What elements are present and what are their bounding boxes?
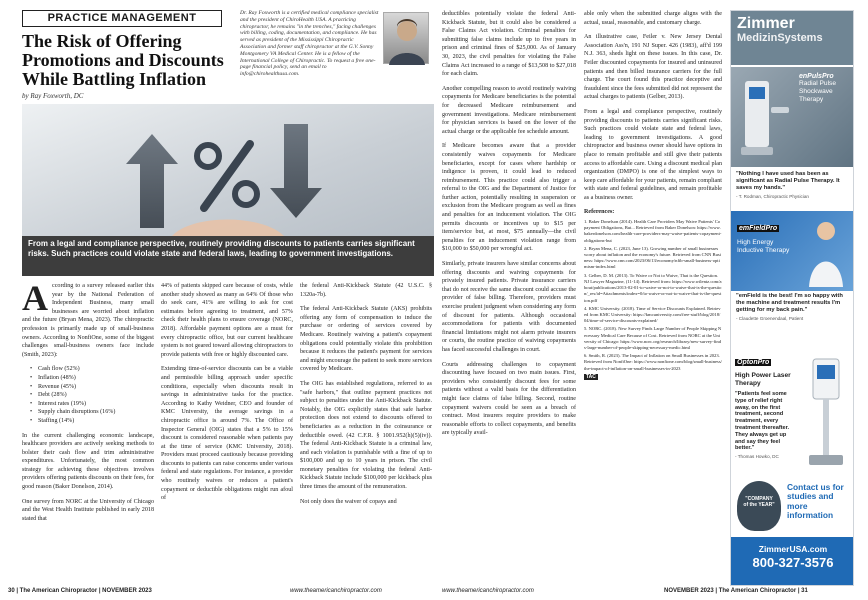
product-tagline: High Power Laser Therapy — [735, 372, 791, 387]
product-name: enPulsPro — [799, 73, 834, 80]
paragraph: deductibles potentially violate the federal Anti-Kickback Statute, but it could also be considered a False Claims Act violation. Criminal penalties for submitting false claims include up to five years in prison and criminal fines of $25,000. As of January 30, 2023, the civil penalties for violating the False Claims Act increased to a range of $13,508 to $27,018 for each claim. — [442, 11, 576, 78]
right-column-2 — [584, 10, 722, 582]
reference-item: 6. Smith, R. (2023). The Impact of Inflation on Small Businesses in 2023. Retrieved from NonfiOne: https://www.nonfione.com/blog/small-business/the-impact-of-inflation-on-small-businesses-in-2023 — [584, 353, 722, 371]
paragraph: able only when the submitted charge aligns with the actual, usual, reasonable, and customary charge. — [584, 11, 722, 26]
person-icon — [801, 217, 851, 287]
paragraph: Another compelling reason to avoid routinely waiving copayments for Medicare beneficiaries is the potential for decreased Medicare reimbursement and government investigations. Medicare reimbursement for physician services is based on the lower of the actual charge or the applicable fee schedule amount. — [442, 85, 576, 135]
ad-footer — [731, 537, 854, 586]
zimmer-advertisement[interactable] — [730, 10, 854, 586]
paragraph: From a legal and compliance perspective, routinely providing discounts to patients carries significant risks. Such practices could violate state and federal laws, leading to government investigations. A good chiropractor and business owner should have options in place to remain profitable and still give their patients access to affordable care. Using a discount medical plan organization (DMPO) is one of the simplest ways to keep care affordable for your patients, remain compliant with state and federal guidelines, and remain profitable as a business owner. — [584, 108, 722, 201]
list-item: • Revenue (45%) — [32, 383, 154, 392]
list-item: • Supply chain disruptions (16%) — [32, 408, 154, 417]
device-icon — [737, 77, 795, 161]
quote-attribution: - Thomas Howko, DC — [735, 454, 779, 460]
list-item: • Inflation (48%) — [32, 374, 154, 383]
ad-quote-block-2 — [731, 293, 854, 343]
paragraph: the federal Anti-Kickback Statute (42 U.S.C. § 1320a-7b). — [300, 283, 432, 298]
footer-page-info: 30 | The American Chiropractor | NOVEMBER 2023 — [8, 588, 152, 594]
ad-brand: Zimmer — [737, 15, 795, 32]
award-line: of the YEAR" — [743, 502, 775, 508]
list-item: • Interest rates (19%) — [32, 400, 154, 409]
list-item: • Debt (28%) — [32, 391, 154, 400]
section-tag: PRACTICE MANAGEMENT — [22, 10, 222, 27]
quote: "Patients feel some type of relief right away, on the first treatment, second treatment, every treatment thereafter. They always get up and say they feel better." — [735, 391, 790, 452]
award-badge — [737, 481, 781, 531]
intro-paragraph: ccording to a survey released earlier this year by the National Federation of Independent Business, many small businesses are worried about inflation and the future (Bryan Mena, 2023). The chiropractic profession is primarily made up of small-business owners. According to NonfiOne, some of the biggest challenges small-business owners face include (Smith, 2023): — [22, 283, 154, 358]
author-photo — [383, 12, 429, 64]
product-name: OptonPro — [737, 359, 770, 366]
right-page — [434, 0, 868, 600]
reference-item: 4. KMC University. (2018). Time of Service Discounts Explained. Retrieved from KMC University: https://kmcuniversity.com/free-stuff/blog/2018/04/time-of-service-discounts-explained/ — [584, 305, 721, 324]
drop-cap: A — [22, 282, 48, 318]
footer-page-info: NOVEMBER 2023 | The American Chiropractor | 31 — [664, 588, 808, 594]
award-line: "COMPANY — [745, 496, 773, 502]
reference-item: 2. Bryan Mena, C. (2023, June 13). Growing number of small businesses worry about inflation and the economy's future. Retrieved from CNN Business: https://www.cnn.com/2023/06/13/economy/nfib-small-business-optimism-index.html — [584, 245, 721, 270]
author-bio: Dr. Ray Foxworth is a certified medical compliance specialist and the president of ChiroHealth USA. A practicing chiropractor, he remains "in the trenches," facing challenges with billing, coding, documentation, and compliance. He has served as president of the Mississippi Chiropractic Association and former staff chiropractor at the G.V. Sonny Montgomery VA Medical Center. He is a fellow of the International College of Chiropractic. To request a free one-page financial policy, send an email to info@chirohealthusa.com. — [240, 10, 379, 78]
quote-attribution: - T. Rodman, Chiropractic Physician — [736, 194, 809, 199]
laser-device-icon — [803, 355, 849, 471]
byline: by Ray Foxworth, DC — [22, 92, 84, 100]
references-heading: References: — [584, 209, 615, 216]
paragraph: In the current challenging economic landscape, healthcare providers are actively seeking methods to bolster their cash flow and trim administrative expenditures. Unfortunately, the most common strategy for achieving these objectives involves providers offering patients discounts on their fees, for good reason (Baker Donelson, 2014). — [22, 432, 154, 491]
author-portrait-icon — [384, 13, 430, 65]
paragraph: Courts addressing challenges to copayment discounting have focused on two main issues. First, providers who consistently discount fees for some patients without a valid basis for the differentiation might face claims of false billing. Second, routine copayment waivers could be seen as a breach of contract. Most insurers require providers to make reasonable efforts to collect copayments, and benefits are typically avail- — [442, 361, 576, 437]
list-item: • Cash flow (52%) — [32, 365, 154, 374]
right-column-1 — [442, 10, 576, 582]
quote: "Nothing I have used has been as significant as Radial Pulse Therapy. It saves my hands." — [736, 171, 840, 191]
paragraph: Similarly, private insurers have similar concerns about offering discounts and waiving copayments for privately insured patients. Private insurance carriers that do not receive the same discount could accuse the provider of false billing. Therefore, providers must exercise prudent judgment when considering any form of discount for patients. Although occasional accommodations for patients with documented financial limitations might not alarm private insurers or courts, the routine practice of waiving copayments has faced successful challenges in court. — [442, 261, 576, 353]
quote: "emField is the best! I'm so happy with the machine and treatment results I'm getting for my back pain." — [736, 293, 843, 313]
ad-phone-number[interactable]: 800-327-3576 — [752, 555, 834, 570]
list-item: • Staffing (14%) — [32, 417, 154, 426]
ad-product-enpuls — [731, 67, 854, 167]
left-column-3 — [300, 282, 432, 582]
reference-item: 1. Baker Donelson (2014). Health Care Providers May Waive Patients' Copayment Obligations, But... Retrieved from Baker Donelson: https://www.bakerdonelson.com/health-care-providers-may-waive-patients-copayment-obligations-but — [584, 219, 722, 243]
product-tagline: High Energy Inductive Therapy — [737, 239, 790, 254]
ad-website-link[interactable]: ZimmerUSA.com — [758, 544, 828, 554]
paragraph: The federal Anti-Kickback Statute (AKS) prohibits offering any form of compensation to induce the purchase or ordering of services covered by Medicare. Routinely waiving a patient's copayment obligations could potentially violate this prohibition because it reduces the patient's payment for services and might encourage the patient to seek more services covered by Medicare. — [300, 306, 432, 373]
product-tagline: Radial Pulse Shockwave Therapy — [799, 80, 837, 103]
ad-quote-block-1 — [731, 171, 854, 209]
ad-product-opton — [731, 347, 854, 477]
left-column-2 — [161, 282, 293, 582]
challenges-list — [32, 365, 154, 425]
hero-image — [22, 104, 434, 236]
image-caption: From a legal and compliance perspective, routinely providing discounts to patients carries significant risks. Such practices could violate state and federal laws, leading to government investigations. — [22, 236, 434, 276]
article-title: The Risk of Offering Promotions and Discounts While Battling Inflation — [22, 31, 224, 89]
paragraph: The OIG has established regulations, referred to as "safe harbors," that outline payment practices not subject to penalties under the Anti-Kickback Statute. Notably, the OIG explicitly states that safe harbor protection does not extend to discounts offered to beneficiaries as a reduction in the coinsurance or deductible owed. (42 C.F.R. § 1001.952(h)(5)(iv)). The federal Anti-Kickback Statute is a criminal law, and each violation is punishable with a fine of up to $100,000 and up to 10 years in prison. The civil monetary penalties for violating the federal Anti-Kickback Statute include $100,000 per kickback plus three times the amount of the remuneration. — [300, 380, 432, 491]
paragraph: If Medicare becomes aware that a provider consistently waives copayments for Medicare beneficiaries, except for cases where hardship or indigence is proven, it could lead to reduced reimbursement. This practice could also trigger a referral to the OIG and the Department of Justice for further action, potentially resulting in suspension or exclusion from the Medicare program as well as fines and penalties for an inducement violation. The OIG permits discounts or incentives up to $15 per item/service but, at most, $75 annually—the civil penalties for an inducement violation range from $10,000 to $50,000 per wrongful act. — [442, 143, 576, 253]
paragraph: Not only does the waiver of copays and — [300, 498, 397, 505]
references-list — [584, 219, 722, 380]
ad-header — [731, 11, 853, 65]
ad-award-contact — [731, 479, 854, 535]
paragraph: One survey from NORC at the University of Chicago and the West Health Institute published in early 2018 stated that — [22, 498, 154, 522]
ad-brand-sub: MedizinSystems — [737, 32, 823, 44]
paragraph: 44% of patients skipped care because of costs, while another study showed as many as 64% Of those who do seek care, 41% are willing to ask for cost estimates before agreeing to treatment, and 57% check their health plans to ensure coverage (NORC, 2018). Affordable payment options are a must for every chiropractic office, but our current healthcare system is not geared toward allowing chiropractors to provide patients with free or highly discounted care. — [161, 283, 293, 358]
footer-url[interactable]: www.theamericanchiropractor.com — [442, 588, 534, 594]
contact-text: Contact us for studies and more information — [787, 482, 844, 521]
reference-item: 5. NORC. (2018). New Survey Finds Large Number of People Skipping Necessary Medical Care Because of Cost. Retrieved from NORC at the University of Chicago: https://www.norc.org/research/library/new-survey-finds-large-number-of-people-skipping-necessary-medic.html — [584, 326, 722, 350]
percent-arrows-illustration — [22, 104, 434, 236]
paragraph: An illustrative case, Feiler v. New Jersey Dental Association Ass'n, 191 NJ Super. 426 (1983), aff'd 199 N.J. 363, sheds light on these issues. In this case, Dr. Feiler discounted copayments for insured and uninsured patients and then billed insurance carriers for the full charge. The court found this practice deceptive and fraudulent since the fees submitted did not represent the actual charges to patients (Gelber, 2013). — [584, 34, 722, 101]
quote-attribution: - Claudette Groenendaal, Patient — [736, 316, 804, 321]
footer-url[interactable]: www.theamericanchiropractor.com — [290, 588, 382, 594]
product-name: emFieldPro — [739, 225, 778, 232]
reference-item: 3. Gelber, D. M. (2013). To Waive or Not to Waive, That is the Question. NJ Lawyer Magazine, (11-14). Retrieved from: https://www.wilentz.com/about/publications/2013-02-01-to-waive-or-not-to-waive-that-is-the-question/_res/id=Attachments/index=0/to-waive-or-not-to-waive-that-is-the-question.pdf — [584, 272, 722, 303]
left-column-1 — [22, 282, 154, 582]
ad-product-emfield — [731, 211, 854, 291]
end-mark: TAC — [586, 373, 596, 380]
paragraph: Extending time-of-service discounts can be a viable and permissible billing approach under specific conditions, especially when discounts result in savings in administrative tasks for the practice. According to Kathy Weidner, CEO and founder of KMC University, the average savings in a chiropractic office is around 7%. The Office of Inspector General (OIG) states that a 5% to 15% discount is considered reasonable when patients pay at the time of service (KMC University, 2018). Providers must proceed cautiously because providing discounts to patients can raise concerns under various federal and state regulations. For instance, a provider who routinely waives or reduces a patient's copayment or deductible obligations might run afoul of — [161, 366, 293, 502]
